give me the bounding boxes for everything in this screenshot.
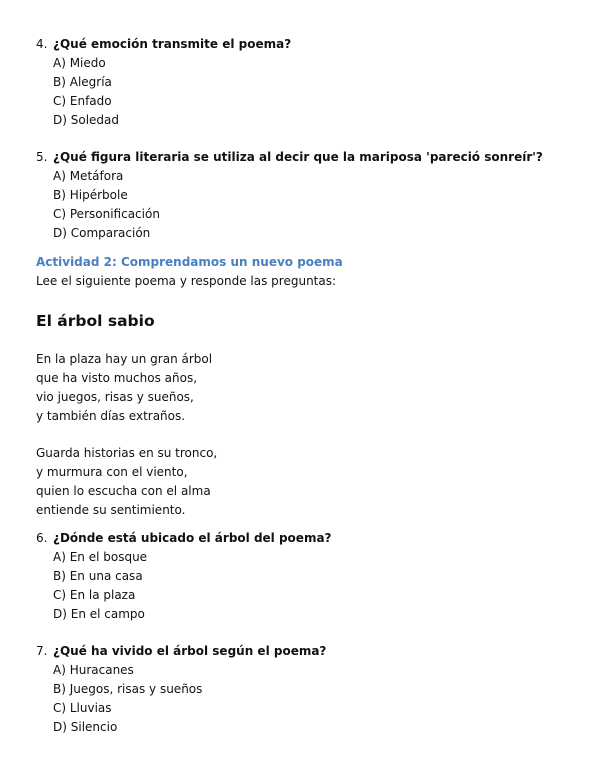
answer-option: A) Metáfora [53, 169, 124, 183]
question-number: 4. [36, 37, 48, 51]
question-text: ¿Qué ha vivido el árbol según el poema? [53, 644, 327, 658]
answer-option: B) Juegos, risas y sueños [53, 682, 203, 696]
poem-line: En la plaza hay un gran árbol [36, 352, 213, 366]
answer-option: D) Soledad [53, 113, 119, 127]
answer-option: C) Personificación [53, 207, 160, 221]
activity-instruction: Lee el siguiente poema y responde las preguntas: [36, 274, 337, 288]
answer-option: A) Miedo [53, 56, 106, 70]
answer-option: D) En el campo [53, 607, 145, 621]
poem-line: que ha visto muchos años, [36, 371, 198, 385]
poem-line: vio juegos, risas y sueños, [36, 390, 194, 404]
activity-heading: Actividad 2: Comprendamos un nuevo poema [36, 255, 343, 269]
answer-option: B) Alegría [53, 75, 112, 89]
question-text: ¿Qué emoción transmite el poema? [53, 37, 292, 51]
answer-option: C) Lluvias [53, 701, 112, 715]
answer-option: C) En la plaza [53, 588, 136, 602]
question-number: 6. [36, 531, 48, 545]
answer-option: C) Enfado [53, 94, 112, 108]
question-number: 5. [36, 150, 48, 164]
question-number: 7. [36, 644, 48, 658]
answer-option: A) Huracanes [53, 663, 134, 677]
poem-title: El árbol sabio [36, 312, 155, 330]
poem-line: y también días extraños. [36, 409, 186, 423]
answer-option: D) Comparación [53, 226, 151, 240]
question-text: ¿Dónde está ubicado el árbol del poema? [53, 531, 332, 545]
answer-option: A) En el bosque [53, 550, 148, 564]
poem-line: entiende su sentimiento. [36, 503, 186, 517]
answer-option: D) Silencio [53, 720, 118, 734]
question-text: ¿Qué figura literaria se utiliza al decir que la mariposa 'pareció sonreír'? [53, 150, 543, 164]
poem-line: y murmura con el viento, [36, 465, 188, 479]
poem-line: quien lo escucha con el alma [36, 484, 211, 498]
answer-option: B) En una casa [53, 569, 143, 583]
poem-line: Guarda historias en su tronco, [36, 446, 218, 460]
answer-option: B) Hipérbole [53, 188, 128, 202]
